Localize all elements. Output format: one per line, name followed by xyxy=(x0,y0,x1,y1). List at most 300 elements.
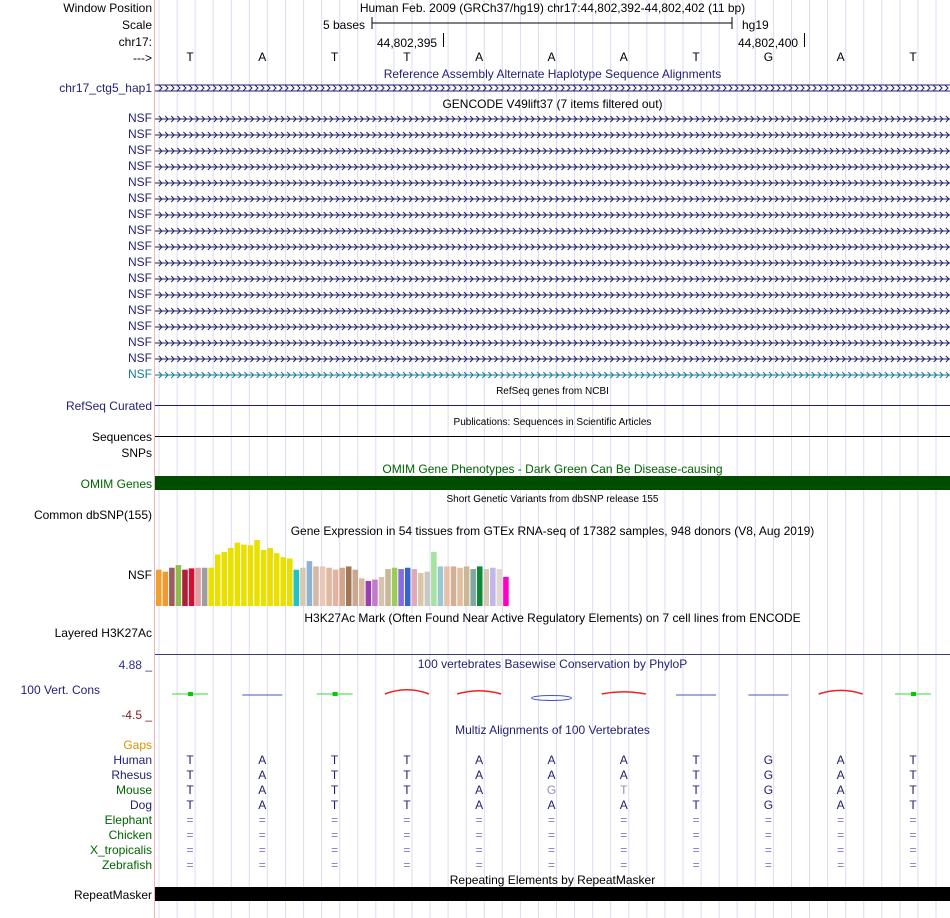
gencode-transcript[interactable] xyxy=(155,321,950,333)
strand-chevron xyxy=(891,85,894,91)
gencode-label[interactable]: NSF xyxy=(128,255,152,269)
alignment-base: T xyxy=(330,753,339,767)
strand-chevron xyxy=(801,85,804,91)
strand-chevron xyxy=(837,85,840,91)
repeatmasker-label[interactable]: RepeatMasker xyxy=(73,888,152,902)
alignment-base: A xyxy=(258,798,267,812)
strand-chevron xyxy=(747,85,750,91)
omim-feature-bar[interactable] xyxy=(155,476,950,490)
strand-chevron xyxy=(483,85,486,91)
strand-chevron xyxy=(321,85,324,91)
strand-chevron xyxy=(849,85,852,91)
gtex-tissue-bar xyxy=(379,577,385,606)
gencode-transcript[interactable] xyxy=(155,241,950,253)
strand-chevron xyxy=(165,85,168,91)
alignment-base: T xyxy=(692,753,700,767)
strand-chevron xyxy=(471,85,474,91)
strand-chevron xyxy=(435,85,438,91)
gtex-tissue-bar xyxy=(366,581,372,606)
gtex-tissue-bar xyxy=(267,548,273,606)
alignment-base: G xyxy=(546,783,557,797)
alignment-base: = xyxy=(186,843,194,857)
strand-chevron xyxy=(489,85,492,91)
strand-chevron xyxy=(675,85,678,91)
strand-chevron xyxy=(237,85,240,91)
snps-label[interactable]: SNPs xyxy=(121,446,152,460)
species-label[interactable]: Rhesus xyxy=(111,768,152,782)
alignment-base: = xyxy=(475,828,483,842)
strand-chevron xyxy=(357,85,360,91)
gtex-tissue-bar xyxy=(451,566,457,606)
species-label[interactable]: Elephant xyxy=(104,813,152,827)
strand-chevron xyxy=(207,85,210,91)
alignment-base: A xyxy=(836,783,845,797)
strand-chevron xyxy=(861,85,864,91)
gencode-label[interactable]: NSF xyxy=(128,287,152,301)
h3k27ac-baseline xyxy=(155,654,950,655)
coord-right-tick xyxy=(804,33,805,47)
species-label[interactable]: Human xyxy=(113,753,152,767)
strand-chevron xyxy=(897,85,900,91)
alt-haplotype-chevrons xyxy=(159,85,948,91)
strand-chevron xyxy=(219,85,222,91)
alignment-base: = xyxy=(475,843,483,857)
gencode-label[interactable]: NSF xyxy=(128,175,152,189)
gtex-tissue-bar xyxy=(497,569,503,606)
reference-base: A xyxy=(547,50,556,64)
gtex-tissue-bar xyxy=(202,568,208,606)
gencode-label[interactable]: NSF xyxy=(128,111,152,125)
strand-chevron xyxy=(813,85,816,91)
strand-chevron xyxy=(261,85,264,91)
strand-chevron xyxy=(825,85,828,91)
track-labels-panel xyxy=(0,0,152,918)
alignment-base: G xyxy=(763,768,774,782)
gencode-transcript[interactable] xyxy=(155,129,950,141)
strand-chevron xyxy=(627,85,630,91)
strand-chevron xyxy=(393,85,396,91)
gtex-tissue-bar xyxy=(372,580,378,606)
multiz-title: Multiz Alignments of 100 Vertebrates xyxy=(455,723,650,737)
gtex-tissue-bar xyxy=(477,566,483,606)
gencode-transcript[interactable] xyxy=(155,305,950,317)
phylop-label[interactable]: 100 Vert. Cons xyxy=(20,683,100,697)
gtex-title: Gene Expression in 54 tissues from GTEx RNA-seq of 17382 samples, 948 donors (V8, Aug 2019) xyxy=(290,524,815,538)
alignment-base: T xyxy=(620,783,628,797)
gtex-chart[interactable] xyxy=(155,538,950,608)
strand-chevron xyxy=(843,85,846,91)
strand-chevron xyxy=(441,85,444,91)
gtex-tissue-bar xyxy=(457,568,463,606)
species-label[interactable]: Dog xyxy=(129,798,152,812)
strand-chevron xyxy=(615,85,618,91)
strand-chevron xyxy=(579,85,582,91)
gtex-tissue-bar xyxy=(228,548,234,606)
phylop-mark xyxy=(457,691,501,694)
alignment-base: = xyxy=(331,843,339,857)
strand-chevron xyxy=(333,85,336,91)
strand-chevron xyxy=(561,85,564,91)
strand-chevron xyxy=(921,85,924,91)
gtex-tissue-bar xyxy=(392,568,398,606)
phylop-mark xyxy=(188,692,193,696)
gtex-tissue-bar xyxy=(248,545,254,606)
gtex-tissue-bar xyxy=(339,568,345,606)
alignment-base: T xyxy=(186,783,194,797)
alignment-base: = xyxy=(403,858,411,872)
gencode-transcript[interactable] xyxy=(155,145,950,157)
gencode-label[interactable]: NSF xyxy=(128,207,152,221)
reference-base: A xyxy=(836,50,845,64)
strand-chevron xyxy=(753,85,756,91)
strand-chevron xyxy=(459,85,462,91)
strand-chevron xyxy=(231,85,234,91)
strand-chevron xyxy=(759,85,762,91)
strand-chevron xyxy=(885,85,888,91)
strand-chevron xyxy=(555,85,558,91)
chrom-label: chr17: xyxy=(118,35,152,49)
gtex-tissue-bar xyxy=(359,578,365,606)
reference-base: T xyxy=(403,50,411,64)
alignment-base: A xyxy=(258,753,267,767)
alignment-base: T xyxy=(692,783,700,797)
phylop-mark xyxy=(385,690,429,694)
gtex-tissue-bar xyxy=(425,572,431,606)
gencode-label[interactable]: NSF xyxy=(128,191,152,205)
gencode-transcript[interactable] xyxy=(155,113,950,125)
strand-chevron xyxy=(783,85,786,91)
alignment-base: T xyxy=(330,798,339,812)
gtex-tissue-bar xyxy=(241,545,247,606)
strand-chevron xyxy=(507,85,510,91)
strand-chevron xyxy=(285,85,288,91)
strand-chevron xyxy=(639,85,642,91)
gencode-label[interactable]: NSF xyxy=(128,143,152,157)
strand-chevron xyxy=(693,85,696,91)
gtex-tissue-bar xyxy=(294,570,300,606)
gtex-tissue-bar xyxy=(405,568,411,606)
gencode-transcript[interactable] xyxy=(155,257,950,269)
alignment-base: G xyxy=(763,783,774,797)
phylop-mark xyxy=(602,692,646,694)
gencode-label[interactable]: NSF xyxy=(128,271,152,285)
gencode-transcript[interactable] xyxy=(155,289,950,301)
gtex-tissue-bar xyxy=(470,569,476,606)
omim-label[interactable]: OMIM Genes xyxy=(80,477,152,491)
strand-chevron xyxy=(249,85,252,91)
gencode-title: GENCODE V49lift37 (7 items filtered out) xyxy=(442,97,663,111)
strand-chevron xyxy=(453,85,456,91)
reference-base: A xyxy=(619,50,628,64)
repeatmasker-feature-bar[interactable] xyxy=(155,887,950,901)
alignment-base: A xyxy=(836,768,845,782)
refseq-title: RefSeq genes from NCBI xyxy=(496,386,609,397)
alignment-base: = xyxy=(764,843,772,857)
strand-chevron xyxy=(573,85,576,91)
alignment-base: = xyxy=(837,843,845,857)
phylop-mark xyxy=(911,692,916,696)
species-label[interactable]: Mouse xyxy=(115,783,152,797)
species-label[interactable]: Zebrafish xyxy=(101,858,152,872)
strand-chevron xyxy=(273,85,276,91)
alignment-base: T xyxy=(909,753,917,767)
reference-base: T xyxy=(692,50,700,64)
strand-chevron xyxy=(159,85,162,91)
strand-chevron xyxy=(549,85,552,91)
gencode-label[interactable]: NSF xyxy=(128,127,152,141)
strand-chevron xyxy=(711,85,714,91)
strand-chevron xyxy=(681,85,684,91)
gtex-tissue-bar xyxy=(208,568,214,606)
gtex-tissue-bar xyxy=(398,569,404,606)
gencode-label[interactable]: NSF xyxy=(128,351,152,365)
gtex-tissue-bar xyxy=(222,552,228,606)
strand-chevron xyxy=(363,85,366,91)
alignment-base: = xyxy=(837,858,845,872)
strand-chevron xyxy=(819,85,822,91)
alignment-base: = xyxy=(837,828,845,842)
refseq-feature-line[interactable] xyxy=(155,405,950,406)
strand-chevron xyxy=(201,85,204,91)
strand-chevron xyxy=(609,85,612,91)
h3k27ac-title: H3K27Ac Mark (Often Found Near Active Regulatory Elements) on 7 cell lines from ENCODE xyxy=(304,611,801,625)
gtex-tissue-bar xyxy=(385,569,391,606)
strand-chevron xyxy=(603,85,606,91)
strand-chevron xyxy=(735,85,738,91)
gtex-tissue-bar xyxy=(431,552,437,606)
strand-chevron xyxy=(939,85,942,91)
strand-chevron xyxy=(213,85,216,91)
strand-chevron xyxy=(669,85,672,91)
alignment-base: = xyxy=(258,828,266,842)
alignment-base: = xyxy=(547,813,555,827)
strand-chevron xyxy=(279,85,282,91)
gencode-transcript[interactable] xyxy=(155,161,950,173)
phylop-title: 100 vertebrates Basewise Conservation by PhyloP xyxy=(417,657,688,671)
gencode-label[interactable]: NSF xyxy=(128,367,152,381)
alignment-base: = xyxy=(258,858,266,872)
strand-chevron xyxy=(795,85,798,91)
alignment-base: T xyxy=(909,768,917,782)
gtex-tissue-bar xyxy=(333,570,339,606)
strand-chevron xyxy=(291,85,294,91)
strand-chevron xyxy=(699,85,702,91)
strand-chevron xyxy=(945,85,948,91)
alignment-base: = xyxy=(692,828,700,842)
alt-haplotype-feature[interactable] xyxy=(155,83,950,95)
alt-haplotype-label[interactable]: chr17_ctg5_hap1 xyxy=(59,81,152,95)
browser-image[interactable] xyxy=(155,0,950,918)
gencode-label[interactable]: NSF xyxy=(128,335,152,349)
strand-chevron xyxy=(933,85,936,91)
gtex-tissue-bar xyxy=(280,557,286,606)
alignment-base: A xyxy=(475,768,484,782)
gencode-transcript[interactable] xyxy=(155,273,950,285)
strand-chevron xyxy=(501,85,504,91)
alignment-base: = xyxy=(547,828,555,842)
gtex-tissue-bar xyxy=(182,570,188,606)
phylop-graph[interactable] xyxy=(155,672,950,716)
alignment-base: = xyxy=(403,843,411,857)
gtex-tissue-bar xyxy=(189,568,195,606)
publications-title: Publications: Sequences in Scientific Articles xyxy=(453,417,652,428)
alignment-base: T xyxy=(403,783,411,797)
publications-label[interactable]: Sequences xyxy=(91,430,152,444)
gtex-tissue-bar xyxy=(346,566,352,606)
h3k27ac-label[interactable]: Layered H3K27Ac xyxy=(54,626,152,640)
strand-chevron xyxy=(915,85,918,91)
alignment-base: = xyxy=(186,828,194,842)
gtex-tissue-bar xyxy=(320,566,326,606)
gtex-tissue-bar xyxy=(438,566,444,606)
strand-chevron xyxy=(723,85,726,91)
window-position-label: Window Position xyxy=(63,1,152,15)
alignment-base: = xyxy=(909,828,917,842)
strand-chevron xyxy=(405,85,408,91)
gtex-tissue-bar xyxy=(235,543,241,606)
alignment-base: = xyxy=(909,813,917,827)
gencode-label[interactable]: NSF xyxy=(128,319,152,333)
alignment-base: = xyxy=(620,828,628,842)
strand-chevron xyxy=(729,85,732,91)
coord-left-tick xyxy=(443,33,444,47)
species-label[interactable]: Chicken xyxy=(108,828,152,842)
gencode-transcript[interactable] xyxy=(155,337,950,349)
alignment-base: T xyxy=(692,768,700,782)
strand-chevron xyxy=(831,85,834,91)
strand-chevron xyxy=(525,85,528,91)
strand-chevron xyxy=(687,85,690,91)
alignment-base: A xyxy=(475,753,484,767)
gencode-label[interactable]: NSF xyxy=(128,303,152,317)
coord-right: 44,802,400 xyxy=(738,36,799,50)
gencode-transcript[interactable] xyxy=(155,369,950,381)
alignment-base: = xyxy=(331,813,339,827)
alignment-base: A xyxy=(619,798,628,812)
alignment-base: T xyxy=(692,798,700,812)
strand-chevron xyxy=(477,85,480,91)
strand-chevron xyxy=(189,85,192,91)
strand-chevron xyxy=(387,85,390,91)
alignment-base: T xyxy=(330,768,339,782)
gencode-transcript[interactable] xyxy=(155,209,950,221)
strand-chevron xyxy=(537,85,540,91)
strand-chevron xyxy=(633,85,636,91)
alignment-base: = xyxy=(547,843,555,857)
alignment-base: = xyxy=(258,843,266,857)
alignment-base: = xyxy=(620,813,628,827)
alignment-base: = xyxy=(331,828,339,842)
gencode-label[interactable]: NSF xyxy=(128,159,152,173)
gtex-tissue-bar xyxy=(411,569,417,606)
strand-chevron xyxy=(303,85,306,91)
alignment-base: T xyxy=(403,798,411,812)
db-label: hg19 xyxy=(742,18,769,32)
alignment-base: = xyxy=(547,858,555,872)
gtex-tissue-bar xyxy=(353,570,359,606)
alignment-base: = xyxy=(837,813,845,827)
alignment-base: A xyxy=(619,753,628,767)
gtex-tissue-bar xyxy=(307,561,313,606)
strand-chevron xyxy=(741,85,744,91)
gtex-tissue-bar xyxy=(163,572,169,606)
gtex-tissue-bar xyxy=(490,568,496,606)
phylop-max-label: 4.88 _ xyxy=(118,658,152,672)
strand-chevron xyxy=(423,85,426,91)
strand-chevron xyxy=(177,85,180,91)
coord-left: 44,802,395 xyxy=(377,36,438,50)
strand-chevron xyxy=(183,85,186,91)
gaps-label: Gaps xyxy=(123,738,152,752)
reference-base: T xyxy=(186,50,194,64)
strand-chevron xyxy=(327,85,330,91)
gencode-label[interactable]: NSF xyxy=(128,223,152,237)
alignment-base: A xyxy=(547,798,556,812)
gtex-tissue-bar xyxy=(484,569,490,606)
dbsnp-label[interactable]: Common dbSNP(155) xyxy=(33,508,152,522)
alignment-base: = xyxy=(692,843,700,857)
gtex-tissue-bar xyxy=(313,566,319,606)
strand-chevron xyxy=(591,85,594,91)
alignment-base: A xyxy=(836,798,845,812)
gtex-tissue-bar xyxy=(261,550,267,606)
strand-chevron xyxy=(867,85,870,91)
strand-chevron xyxy=(171,85,174,91)
strand-chevron xyxy=(351,85,354,91)
strand-chevron xyxy=(651,85,654,91)
dbsnp-title: Short Genetic Variants from dbSNP release 155 xyxy=(446,494,659,505)
gtex-label[interactable]: NSF xyxy=(128,568,152,582)
alt-haplotype-title: Reference Assembly Alternate Haplotype Sequence Alignments xyxy=(383,67,722,81)
alignment-base: = xyxy=(764,828,772,842)
strand-chevron xyxy=(225,85,228,91)
gencode-transcript[interactable] xyxy=(155,193,950,205)
gencode-transcript[interactable] xyxy=(155,353,950,365)
alignment-base: = xyxy=(620,858,628,872)
strand-chevron xyxy=(771,85,774,91)
gencode-transcript[interactable] xyxy=(155,177,950,189)
publications-feature-line[interactable] xyxy=(155,436,950,437)
reference-base: A xyxy=(258,50,267,64)
refseq-label[interactable]: RefSeq Curated xyxy=(65,399,152,413)
gencode-transcript[interactable] xyxy=(155,225,950,237)
alignment-base: = xyxy=(403,813,411,827)
strand-chevron xyxy=(717,85,720,91)
gencode-label[interactable]: NSF xyxy=(128,239,152,253)
phylop-mark xyxy=(532,696,572,701)
alignment-base: = xyxy=(258,813,266,827)
alignment-base: A xyxy=(258,768,267,782)
alignment-base: = xyxy=(331,858,339,872)
gtex-tissue-bar xyxy=(254,540,260,606)
alignment-base: = xyxy=(692,858,700,872)
strand-chevron xyxy=(645,85,648,91)
alignment-base: A xyxy=(836,753,845,767)
strand-chevron xyxy=(255,85,258,91)
strand-chevron xyxy=(903,85,906,91)
gtex-tissue-bar xyxy=(274,553,280,606)
strand-chevron xyxy=(339,85,342,91)
gtex-tissue-bar xyxy=(195,568,201,606)
strand-chevron xyxy=(345,85,348,91)
strand-chevron xyxy=(705,85,708,91)
species-label[interactable]: X_tropicalis xyxy=(89,843,152,857)
reference-base: T xyxy=(330,50,339,64)
strand-chevron xyxy=(597,85,600,91)
reference-base: G xyxy=(763,50,774,64)
alignment-base: G xyxy=(763,798,774,812)
strand-chevron xyxy=(375,85,378,91)
